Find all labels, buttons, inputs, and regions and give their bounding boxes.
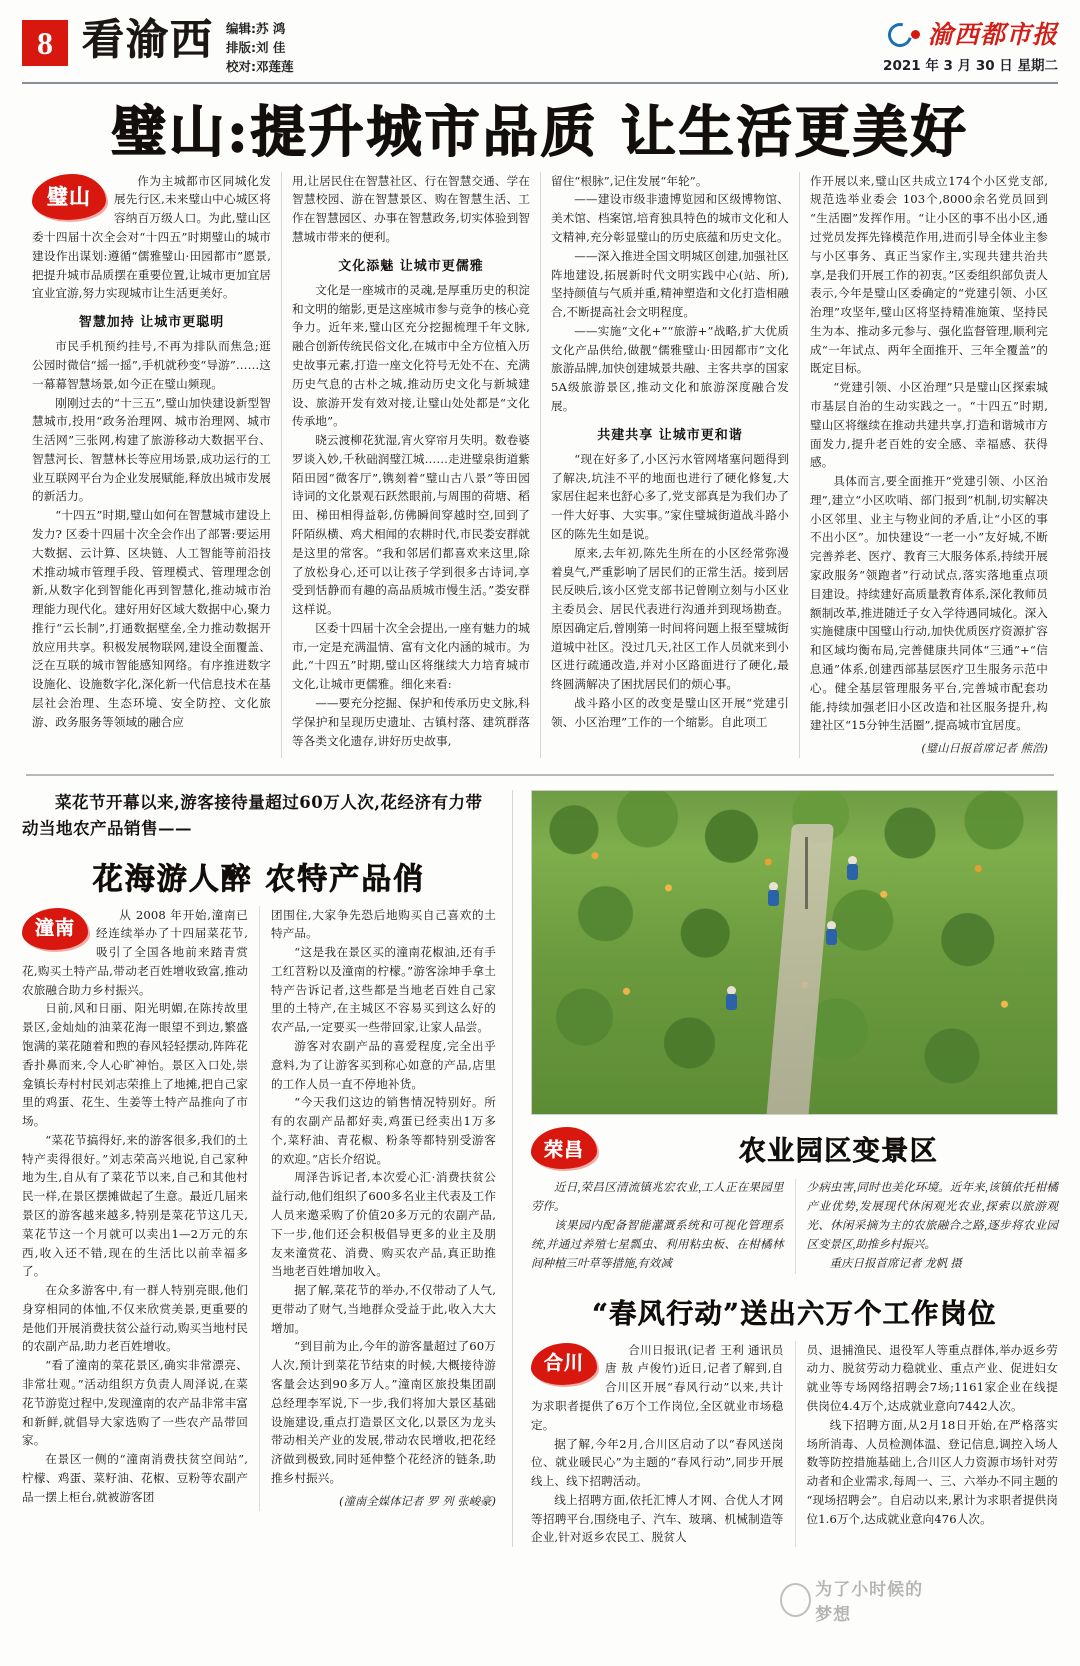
lead-c2-p3: 晓云渡柳花犹湿,宵火穿帘月失明。数卷婆罗谈入妙,千秋础润璧江城……走进璧泉街道紫陌田园“微客厅”,镌刻着“璧山古八景”等田园诗词的文化景观石跃然眼前,与周围的荷塘、稻田、梯田相得益彰,仿佛瞬间穿越时空,回到了阡陌纵横、鸡犬相闻的农耕时代,市民娄安群就是这里的常客。“我和邻居们都喜欢来这里,除了放松身心,还可以让孩子学到很多古诗词,享受到恬静而有趣的高品质城市慢生活。”娄安群这样说。: [292, 433, 530, 617]
tn-c1-p6: 在景区一侧的“潼南消费扶贫空间站”,柠檬、鸡蛋、菜籽油、花椒、豆粉等农副产品一摆上柜台,就被游客团: [22, 1452, 248, 1504]
lead-c4-p1: 作开展以来,璧山区共成立174个小区党支部,规范选举业委会 103个,8000余名党员回到“生活圈”发挥作用。“让小区的事不出小区,通过党员发挥先锋模范作用,进而引导全体业主参与小区事务、真正当家作主,实现共建共治共享,是我们开展工作的初衷。”区委组织部负责人表示,今年是璧山区委确定的“党建引领、小区治理”攻坚年,璧山区将坚持精准施策、坚持民生为本、推动多元参与、强化监督管理,顺利完成“一年试点、两年全面推开、三年全覆盖”的既定目标。: [810, 173, 1048, 376]
lead-c2-p4: 区委十四届十次全会提出,一座有魅力的城市,一定是充满温情、富有文化内涵的城市。为此,“十四五”时期,璧山区将继续大力培育城市文化,让城市更儒雅。细化来看:: [292, 620, 530, 692]
rongchang-column-2: [795, 1179, 1058, 1273]
tongnan-kicker-text: 菜花节开幕以来,游客接待量超过60万人次,花经济有力带动当地农产品销售——: [22, 793, 483, 838]
lead-col3-text: [551, 172, 789, 732]
tongnan-headline: 花海游人醉 农特产品俏: [92, 861, 426, 897]
lead-subhead-2: 文化添魅 让城市更儒雅: [338, 258, 484, 274]
lead-col2-text: [292, 172, 530, 751]
masthead-right: [883, 16, 1058, 74]
newspaper-name: 渝西都市报: [927, 20, 1058, 49]
lead-subhead-1: 智慧加持 让城市更聪明: [78, 315, 225, 331]
tongnan-columns: [22, 906, 496, 1512]
lead-c3-p5: “现在好多了,小区污水管网堵塞问题得到了解决,坑洼不平的地面也进行了硬化修复,大家居住起来也舒心多了,党支部真是为我们办了一件大好事、大实事。”家住璧城街道战斗路小区的陈先生如是说。: [551, 451, 789, 541]
rc-c1-p2: 该果园内配备智能灌溉系统和可视化管理系统,并通过养殖七星瓢虫、利用粘虫板、在柑橘林间种植三叶草等措施,有效减: [531, 1220, 784, 1270]
rongchang-column-1: [531, 1179, 794, 1273]
rc-col1-text: [531, 1179, 783, 1273]
region-seal-tongnan: 潼南: [22, 908, 88, 950]
lead-column-2: [281, 172, 540, 759]
rongchang-headline: 农业园区变景区: [738, 1135, 939, 1167]
hechuan-headline: “春风行动”送出六万个工作岗位: [592, 1298, 997, 1330]
lead-subhead-3: 共建共享 让城市更和谐: [597, 427, 743, 443]
staff-credits: [226, 20, 294, 76]
tn-c1-p5: “看了潼南的菜花景区,确实非常漂亮、非常壮观。”活动组织方负责人周泽说,在菜花节游览过程中,发现潼南的农产品非常丰富和新鲜,就倡导大家选购了一些农产品带回家。: [22, 1358, 248, 1448]
lead-col4-text: [810, 172, 1048, 759]
tn-c2-p6: 据了解,菜花节的举办,不仅带动了人气,更带动了财气,当地群众受益于此,收入大大增加。: [271, 1283, 496, 1335]
hechuan-columns: [531, 1341, 1058, 1548]
photo-pole: [805, 837, 808, 909]
tn-c2-p5: 周泽告诉记者,本次爱心汇·消费扶贫公益行动,他们组织了600多名业主代表及工作人员来邀采购了价值20多万元的农副产品,下一步,他们还会积极倡导更多的业主及朋友来潼赏花、消费、购买农产品,真正助推当地老百姓增加收入。: [271, 1170, 497, 1279]
lead-c2-p2: 文化是一座城市的灵魂,是厚重历史的积淀和文明的缩影,更是这座城市参与竞争的核心竞争力。近年来,璧山区充分挖掘梳理千年文脉,融合创新传统民俗文化,在城市中全方位植入历史故事元素,打造一座文化符号无处不在、充满历史气息的古朴之城,推动历史文化与新城建设、旅游开发有效对接,让璧山处处都是“文化传承地”。: [292, 282, 530, 429]
newspaper-logo-icon: [888, 23, 922, 47]
tn-c2-p7: “到目前为止,今年的游客量超过了60万人次,预计到菜花节结束的时候,大概接待游客量会达到90多万人。”潼南区旅投集团副总经理李军说,下一步,我们将加大景区基础设施建设,重点打造景区文化,以景区为龙头带动相关产业的发展,带动农民增收,把花经济做到极致,同时延伸整个花经济的链条,助推乡村振兴。: [271, 1339, 496, 1485]
masthead-left: [22, 16, 294, 76]
lead-c4-p2: “党建引领、小区治理”只是璧山区探索城市基层自治的生动实践之一。“十四五”时期,璧山区将继续在推动共建共享,打造和谐城市方面发力,提升老百姓的安全感、幸福感、获得感。: [810, 380, 1048, 470]
rc-col2-text: [807, 1179, 1058, 1273]
hc-c1-p1: 合川日报讯(记者 王利 通讯员 唐 敖 卢俊竹)近日,记者了解到,自合川区开展“春风行动”以来,共计为求职者提供了6万个工作岗位,全区就业市场稳定。: [531, 1342, 784, 1432]
tn-c2-p3: 游客对农副产品的喜爱程度,完全出乎意料,为了让游客买到称心如意的产品,店里的工作人员一直不停地补货。: [271, 1038, 496, 1091]
lead-column-4: [799, 172, 1058, 759]
hc-c1-p3: 线上招聘方面,依托汇博人才网、合优人才网等招聘平台,围绕电子、汽车、玻璃、机械制造等企业,针对返乡农民工、脱贫人: [531, 1492, 784, 1545]
watermark-text: 为了小时候的梦想: [815, 1580, 924, 1625]
lead-article-columns: [22, 172, 1058, 759]
page-number-badge: 8: [22, 20, 68, 66]
section-divider: [26, 774, 1054, 776]
lead-c1-p2: 刚刚过去的“十三五”,璧山加快建设新型智慧城市,投用“政务治理网、城市治理网、城市生活网”三张网,构建了旅游移动大数据平台、智慧河长、智慧林长等应用场景,成功运行的工业互联网平台为企业发展赋能,释放出城市发展的新活力。: [32, 395, 271, 504]
rc-c1-p1: 近日,荣昌区清流镇兆宏农业,工人正在果园里劳作。: [531, 1182, 784, 1214]
hc-col2-text: [807, 1341, 1058, 1529]
hc-col1-text: [531, 1341, 783, 1548]
lead-c1-p3: “十四五”时期,璧山如何在智慧城市建设上发力? 区委十四届十次全会作出了部署:要运用大数据、云计算、区块链、人工智能等前沿技术推动城市管理手段、管理模式、管理理念创新,从数字化到智能化再到智慧化,推动城市治理能力现代化。建好用好区域大数据中心,聚力推行“云长制”,打通数据壁垒,全力推动数据开放应用共享。积极发展物联网,建设全面覆盖、泛在互联的城市智能感知网络。有序推进数字设施化、设施数字化,深化新一代信息技术在基层社会治理、生态环境、安全防控、文化旅游、政务服务等领域的融合应: [32, 508, 271, 729]
lead-c4-p3: 具体而言,要全面推开“党建引领、小区治理”,建立“小区吹哨、部门报到”机制,切实解决小区邻里、业主与物业间的矛盾,让“小区的事不出小区”。加快建设“一老一小”友好城,不断完善养老、医疗、教育三大服务体系,持续开展家政服务“领跑者”行动试点,落实落地重点项目建设。持续建好高质量教育体系,深化教师员额制改革,推进随迁子女入学待遇同城化。深入实施健康中国璧山行动,加快优质医疗资源扩容和区域均衡布局,完善健康共同体“三通”+“信息通”体系,创建西部基层医疗卫生服务示范中心。健全基层管理服务平台,完善城市配套功能,持续加强老旧小区改造和社区服务提升,构建社区“15分钟生活圈”,提高城市宜居度。: [810, 474, 1048, 733]
tn-c1-p3: “菜花节搞得好,来的游客很多,我们的土特产卖得很好。”刘志荣高兴地说,自己家种地为生,自从有了菜花节以来,自己和其他村民一样,在景区摆摊做起了生意。最近几届来景区的游客越来越多,特别是菜花节这几天,菜花节这一个月就可以卖出1—2万元的东西,收入还不错,现在的生活比以前幸福多了。: [22, 1132, 248, 1279]
rc-c2-p1: 少病虫害,同时也美化环境。近年来,该镇依托柑橘产业优势,发展现代休闲观光农业,探索以旅游观光、休闲采摘为主的农旅融合之路,逐步将农业园区变景区,助推乡村振兴。: [806, 1182, 1058, 1251]
lead-c3-p1: 留住“根脉”,记住发展“年轮”。: [551, 173, 708, 188]
lead-c2-p1: 用,让居民住在智慧社区、行在智慧交通、学在智慧校园、游在智慧景区、购在智慧生活、工作在智慧园区、办事在智慧政务,切实体验到智慧城市带来的便利。: [292, 173, 530, 244]
tn-c2-p2: “这是我在景区买的潼南花椒油,还有手工红苕粉以及潼南的柠檬。”游客涂坤手拿土特产告诉记者,这些都是当地老百姓自己家里的土特产,在主城区不容易买到这么好的农产品,一定要买一些带回家,让家人品尝。: [271, 945, 496, 1035]
publish-date: 2021 年 3 月 30 日 星期二: [883, 58, 1058, 74]
section-title: 看渝西: [82, 15, 215, 64]
masthead-divider: [22, 82, 1058, 84]
photo-worker: [847, 862, 858, 886]
lead-column-3: [540, 172, 799, 759]
lead-c1-p1: 市民手机预约挂号,不再为排队而焦急;逛公园时微信“摇一摇”,手机就秒变“导游”……这一幕幕智慧场景,如今正在璧山频现。: [32, 339, 271, 391]
lead-article-byline: (璧山日报首席记者 熊浩): [921, 742, 1048, 756]
hechuan-column-2: [795, 1341, 1058, 1548]
lead-c2-p5: ——要充分挖掘、保护和传承历史文脉,科学保护和呈现历史遗址、古镇村落、建筑群落等各类文化遗存,讲好历史故事,: [292, 696, 530, 748]
photo-worker: [826, 927, 837, 951]
lead-c3-p7: 战斗路小区的改变是璧山区开展“党建引领、小区治理”工作的一个缩影。自此项工: [551, 696, 789, 729]
brand-row: [883, 22, 1058, 47]
right-column-stack: [512, 790, 1058, 1547]
masthead: [22, 0, 1058, 76]
tongnan-article: [22, 790, 512, 1547]
watermark: [780, 1576, 930, 1624]
lead-c3-p2: ——建设市级非遗博览园和区级博物馆、美术馆、档案馆,培育独具特色的城市文化和人文精神,充分彰显璧山的历史底蕴和历史文化。: [551, 192, 789, 244]
tongnan-column-2: [259, 906, 496, 1512]
credit-editor: 编辑:苏 鸿: [226, 21, 286, 36]
orchard-photo: [531, 790, 1058, 1115]
tn-c1-p2: 日前,风和日丽、阳光明媚,在陈抟故里景区,金灿灿的油菜花海一眼望不到边,繁盛饱满的菜花随着和煦的春风轻轻摆动,阵阵花香扑鼻而来,令人心旷神怡。景区入口处,崇龛镇长寿村村民刘志荣推上了地摊,把自己家里的鸡蛋、花生、生姜等土特产品推向了市场。: [22, 1001, 248, 1129]
lead-headline: 璧山:提升城市品质 让生活更美好: [111, 99, 969, 165]
hc-c2-p2: 线下招聘方面,从2月18日开始,在严格落实场所消毒、人员检测体温、登记信息,调控入场人数等防控措施基础上,合川区人力资源市场针对劳动者和企业需求,每周一、三、六举办不同主题的“现场招聘会”。自启动以来,累计为求职者提供岗位1.6万个,达成就业意向476人次。: [806, 1417, 1058, 1526]
tn-c1-p1: 从 2008 年开始,潼南已经连续举办了十四届菜花节,吸引了全国各地前来踏青赏花,购买土特产品,带动老百姓增收致富,推动农旅融合助力乡村振兴。: [22, 907, 248, 997]
tongnan-kicker: [22, 790, 496, 841]
rongchang-article: [531, 1125, 1058, 1273]
rongchang-byline: 重庆日报首席记者 龙帆 摄: [829, 1257, 962, 1270]
hc-c2-p1: 员、退捕渔民、退役军人等重点群体,举办返乡劳动力、脱贫劳动力稳就业、重点产业、促进妇女就业等专场网络招聘会7场;1161家企业在线提供岗位4.4万个,达成就业意向7442人次。: [806, 1342, 1058, 1414]
region-seal-hechuan: 合川: [531, 1343, 597, 1385]
region-seal-bishan: 璧山: [32, 174, 106, 220]
rongchang-columns: [531, 1179, 1058, 1273]
lead-c3-p3: ——深入推进全国文明城区创建,加强社区阵地建设,拓展新时代文明实践中心(站、所),坚持颜值与气质并重,精神塑造和文化打造相融合,不断提高社会文明程度。: [551, 248, 789, 320]
lead-intro: 作为主城都市区同城化发展先行区,未来璧山中心城区将容纳百万级人口。为此,璧山区委十四届十次全会对“十四五”时期璧山的城市建设作出谋划:遵循“儒雅璧山·田园都市”愿景,把提升城市品质摆在重要位置,让城市更加宜居宜业宜游,努力实现城市让生活更美好。: [32, 173, 271, 301]
photo-worker: [726, 992, 737, 1016]
hechuan-article: [531, 1292, 1058, 1548]
tongnan-col2-text: [271, 906, 496, 1512]
lead-column-1: [22, 172, 281, 759]
tongnan-column-1: [22, 906, 259, 1512]
tn-c2-p1: 团围住,大家争先恐后地购买自己喜欢的土特产品。: [271, 907, 496, 941]
credit-proofreader: 校对:邓莲莲: [226, 58, 294, 74]
lead-c3-p6: 原来,去年初,陈先生所在的小区经常弥漫着臭气,严重影响了居民们的正常生活。接到居民反映后,该小区党支部书记曾刚立刻与小区业主委员会、居民代表进行沟通并到现场勘查。原因确定后,曾刚第一时间将问题上报至璧城街道城中社区。没过几天,社区工作人员就来到小区进行疏通改造,并对小区路面进行了硬化,最终圆满解决了困扰居民们的烦心事。: [551, 545, 789, 692]
tongnan-byline: (潼南全媒体记者 罗 列 张峻豪): [339, 1494, 496, 1508]
tongnan-col1-text: [22, 906, 248, 1507]
region-seal-rongchang: 荣昌: [531, 1127, 597, 1169]
credit-layout: 排版:刘 佳: [226, 39, 286, 55]
tn-c1-p4: 在众多游客中,有一群人特别亮眼,他们身穿相同的体恤,不仅来欣赏美景,更重要的是他们开展消费扶贫公益行动,购买当地村民的农副产品,助力老百姓增收。: [22, 1283, 248, 1354]
lower-section: [22, 790, 1058, 1547]
lead-col1-text: [32, 172, 271, 732]
watermark-bubble-icon: [780, 1583, 811, 1617]
tn-c2-p4: “今天我们这边的销售情况特别好。所有的农副产品都好卖,鸡蛋已经卖出1万多个,菜籽油、青花椒、粉条等都特别受游客的欢迎。”店长介绍说。: [271, 1095, 496, 1166]
hechuan-column-1: [531, 1341, 794, 1548]
lead-c3-p4: ——实施“文化+”“旅游+”战略,扩大优质文化产品供给,做靓“儒雅璧山·田园都市”文化旅游品牌,加快创建城景共融、主客共享的国家5A级旅游景区,推动文化和旅游深度融合发展。: [551, 323, 789, 414]
hc-c1-p2: 据了解,今年2月,合川区启动了以“春风送岗位、就业暖民心”为主题的“春风行动”,同步开展线上、线下招聘活动。: [531, 1436, 784, 1489]
photo-worker: [768, 888, 779, 912]
